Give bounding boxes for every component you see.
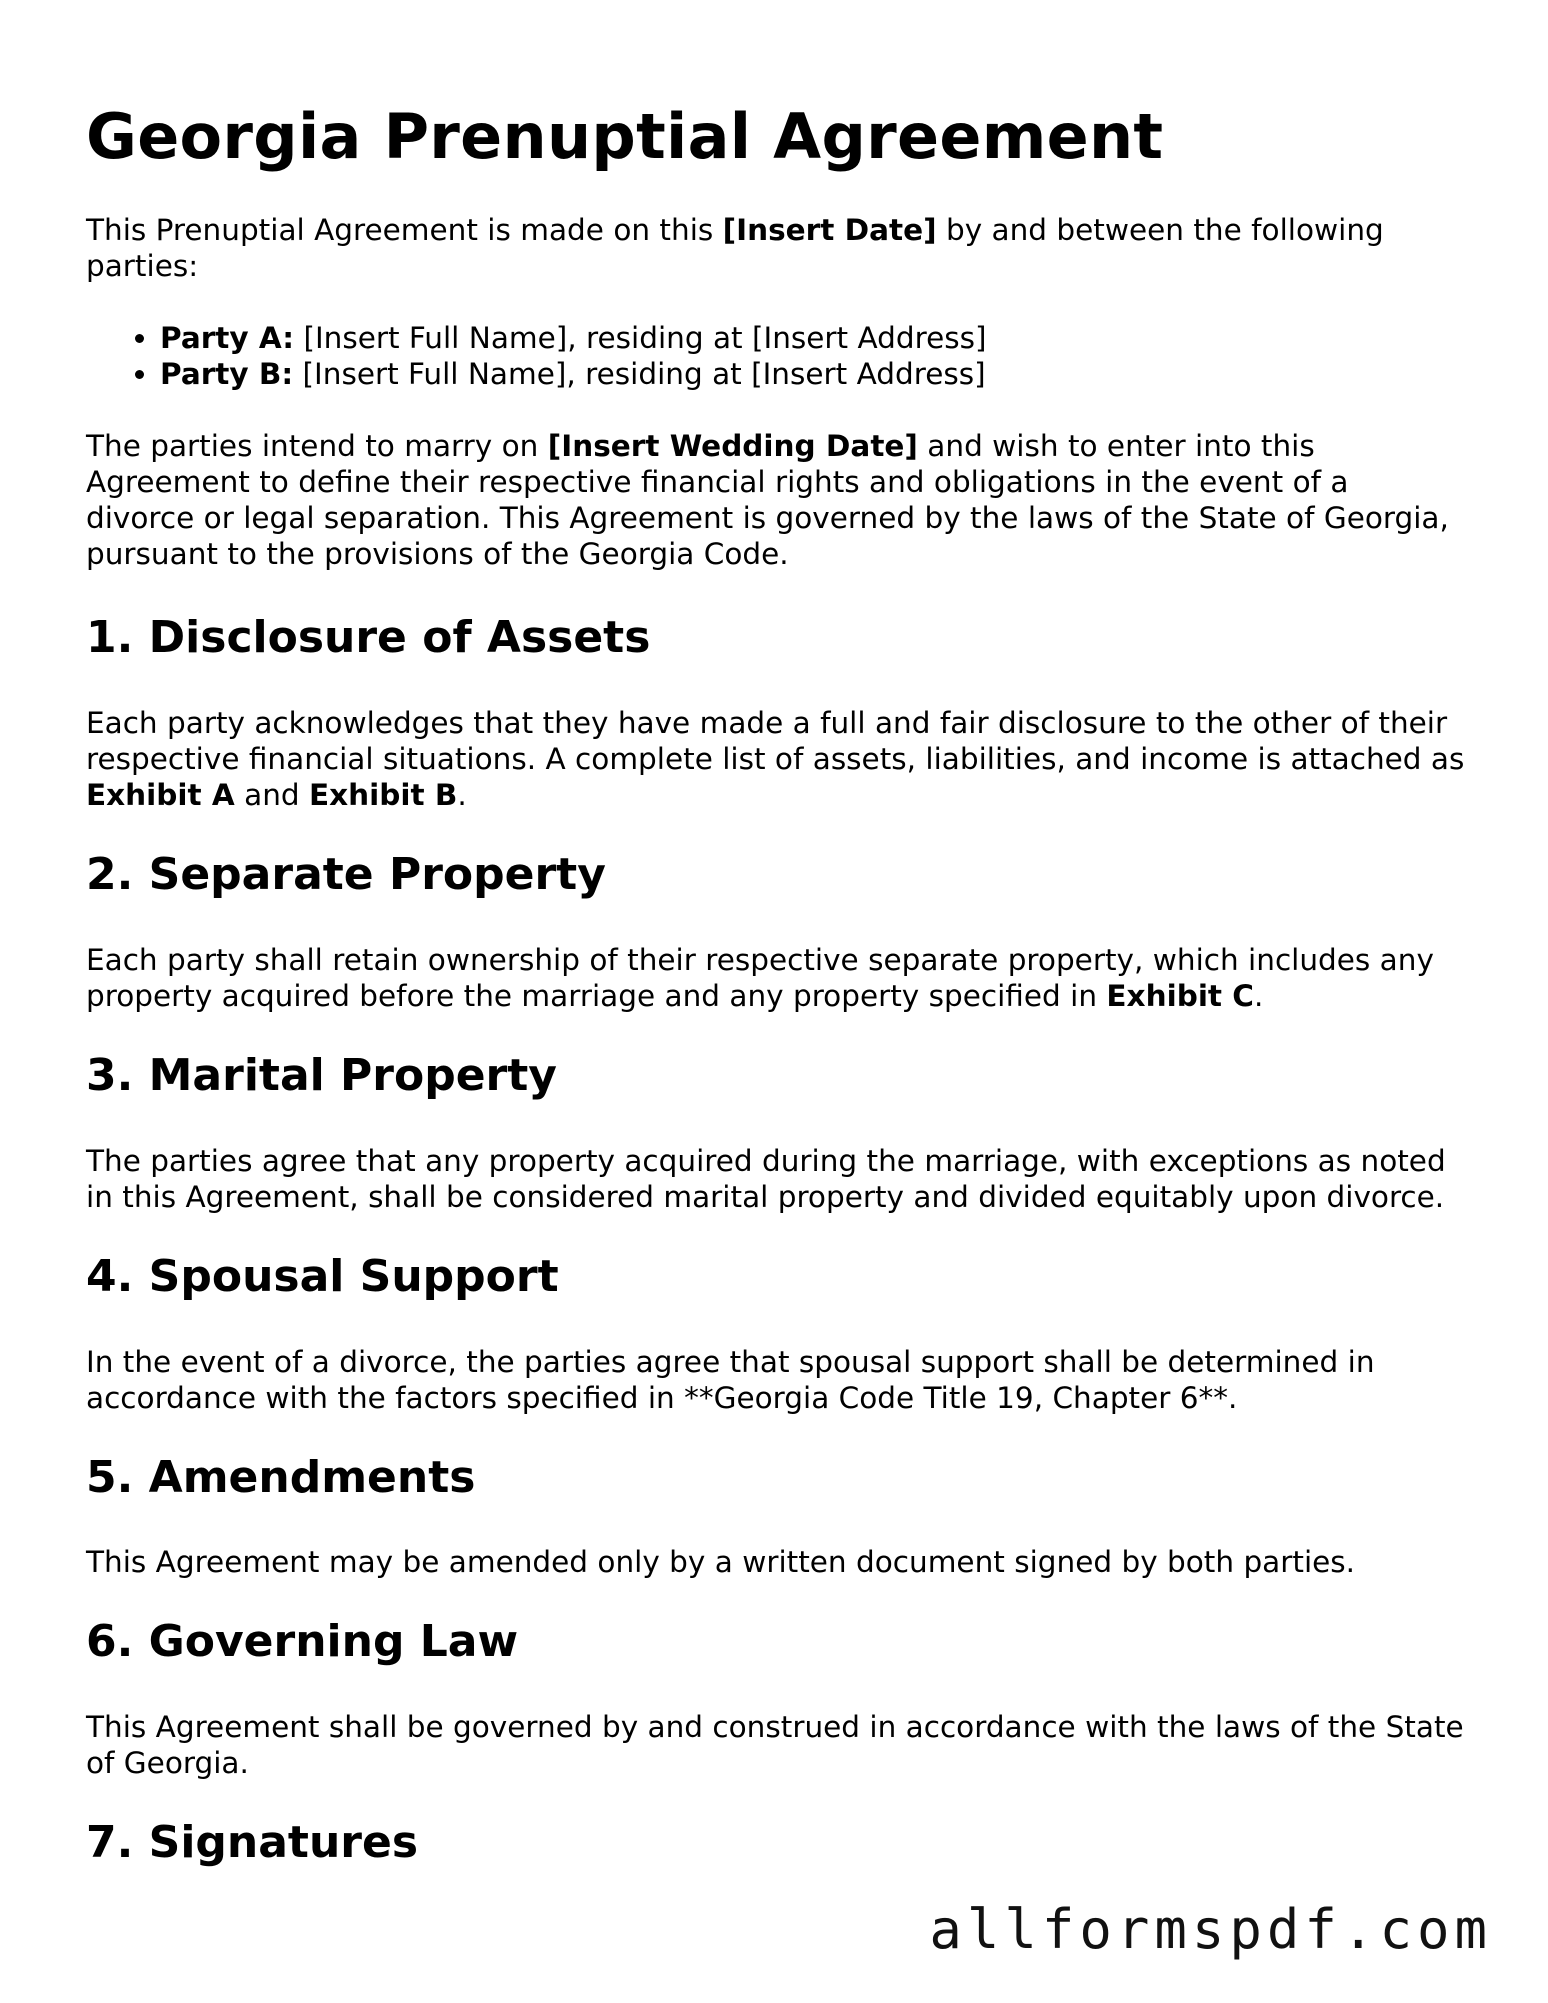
section-2-body: [86, 942, 1466, 1014]
section-6-body: This Agreement shall be governed by and construed in accordance with the laws of the State of Georgia.: [86, 1710, 1464, 1781]
parties-list: [86, 320, 1466, 392]
party-b-label: Party B:: [160, 357, 294, 392]
section-1-end: .: [457, 778, 467, 813]
section-2-end: .: [1253, 978, 1264, 1013]
document-page: [86, 100, 1466, 1910]
section-1-text: Each party acknowledges that they have made a full and fair disclosure to the other of their respective financial situations. A complete list of assets, liabilities, and income is attached as: [86, 706, 1465, 777]
watermark-text: allformspdf.com: [929, 1898, 1492, 1961]
purpose-paragraph: [86, 428, 1466, 572]
purpose-text-before: The parties intend to marry on: [86, 429, 548, 464]
party-b-item: [160, 356, 1466, 392]
purpose-text-after: and wish to enter into this Agreement to define their respective financial rights and obligations in the event of a divorce or legal separation. This Agreement is governed by the laws of the State of Georgia, pursuant to the provisions of the Georgia Code.: [86, 429, 1449, 572]
intro-paragraph: [86, 212, 1466, 284]
exhibit-c: Exhibit C: [1106, 978, 1254, 1013]
party-b-text: [Insert Full Name], residing at [Insert Address]: [293, 357, 986, 392]
section-2-text: Each party shall retain ownership of their respective separate property, which includes any property acquired before the marriage and any property specified in: [86, 942, 1434, 1013]
section-5-heading: 5. Amendments: [86, 1451, 476, 1503]
section-1-heading: 1. Disclosure of Assets: [86, 612, 651, 664]
exhibit-a: Exhibit A: [86, 778, 235, 813]
section-3-body: The parties agree that any property acquired during the marriage, with exceptions as noted in this Agreement, shall be considered marital property and divided equitably upon divorce.: [86, 1143, 1446, 1214]
party-a-text: [Insert Full Name], residing at [Insert Address]: [294, 321, 987, 356]
section-6-heading: 6. Governing Law: [86, 1616, 519, 1668]
intro-text-before: This Prenuptial Agreement is made on this: [86, 213, 723, 248]
section-1-and: and: [234, 778, 309, 813]
section-1-body: [86, 705, 1466, 813]
section-7-heading: 7. Signatures: [86, 1817, 419, 1869]
party-a-item: [160, 320, 1466, 356]
wedding-date-placeholder: [Insert Wedding Date]: [547, 429, 918, 464]
section-2-heading: 2. Separate Property: [86, 849, 606, 901]
intro-text-after: by and between the following parties:: [86, 213, 1384, 284]
exhibit-b: Exhibit B: [309, 778, 458, 813]
document-title: Georgia Prenuptial Agreement: [86, 100, 1164, 173]
section-3-heading: 3. Marital Property: [86, 1049, 557, 1101]
date-placeholder: [Insert Date]: [722, 213, 937, 248]
section-5-body: This Agreement may be amended only by a written document signed by both parties.: [86, 1545, 1356, 1580]
section-4-body: In the event of a divorce, the parties agree that spousal support shall be determined in accordance with the factors specified in **Georgia Code Title 19, Chapter 6**.: [86, 1344, 1375, 1415]
section-4-heading: 4. Spousal Support: [86, 1250, 559, 1302]
party-a-label: Party A:: [160, 321, 295, 356]
